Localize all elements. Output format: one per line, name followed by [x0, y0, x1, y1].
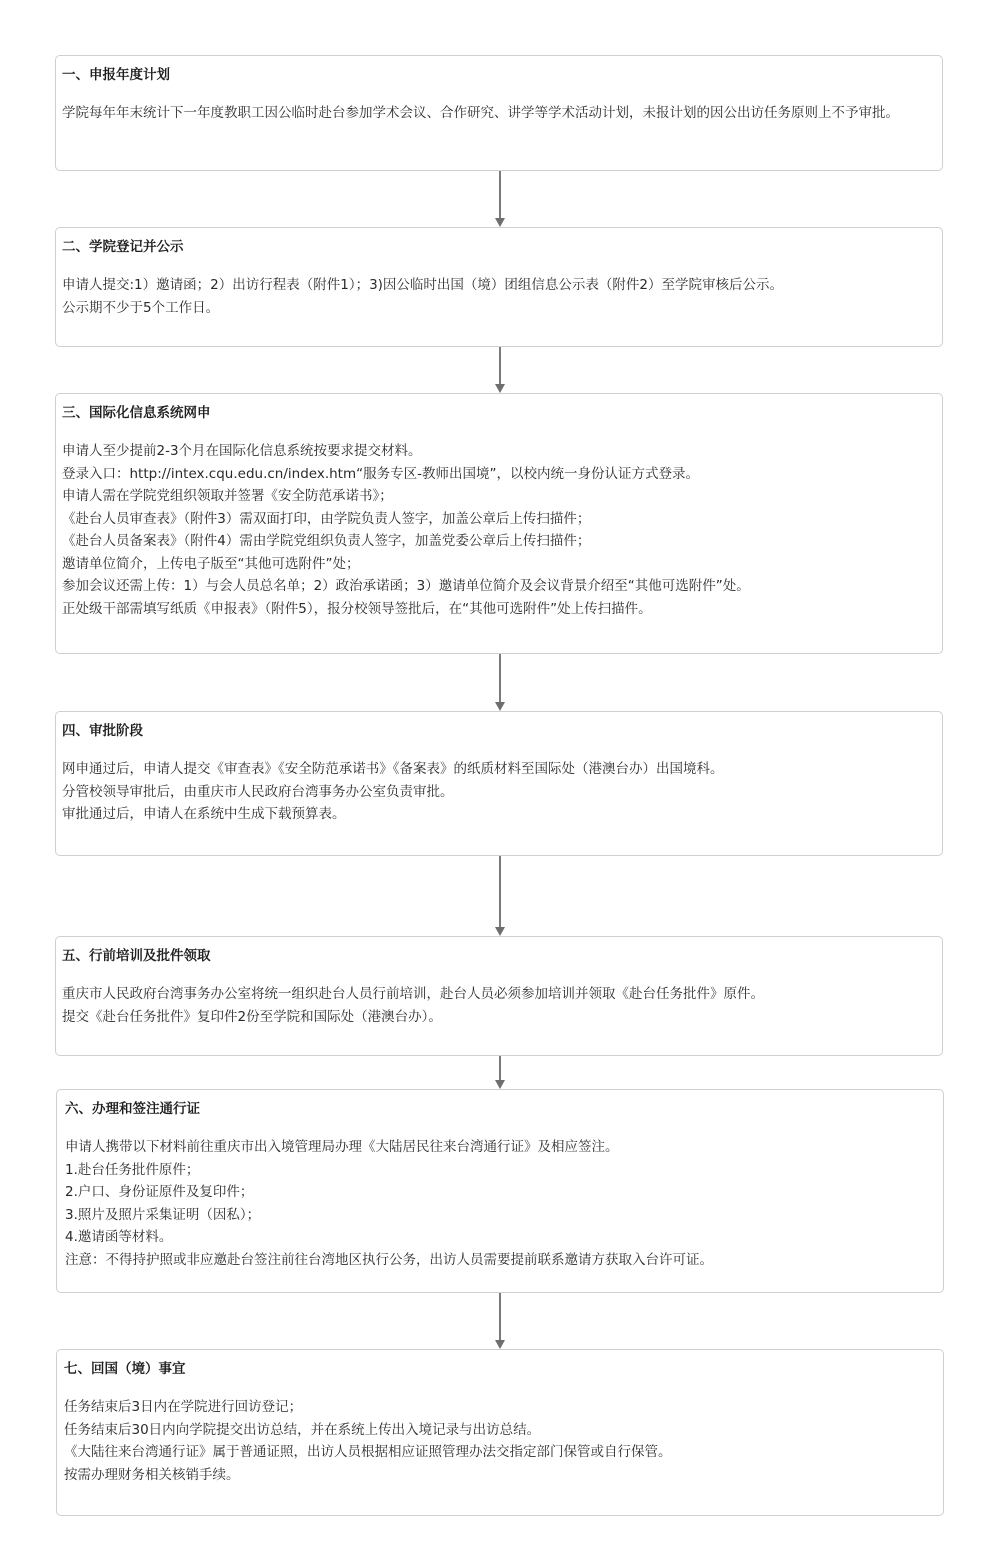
step-box-6	[56, 1089, 944, 1293]
step-text-line: 邀请单位简介，上传电子版至“其他可选附件”处；	[62, 555, 360, 572]
step-box-7	[56, 1349, 944, 1516]
step-text-line: 重庆市人民政府台湾事务办公室将统一组织赴台人员行前培训，赴台人员必须参加培训并领取《赴台任务批件》原件。	[62, 986, 764, 1002]
arrow-head-icon	[495, 218, 505, 227]
flow-arrow-1-2	[497, 171, 503, 227]
step-box-3	[55, 393, 943, 654]
step-text-line: 4.邀请函等材料。	[65, 1229, 173, 1245]
step-text-line: 按需办理财务相关核销手续。	[64, 1466, 240, 1483]
step-box-4	[55, 711, 943, 856]
step-text-line: 申请人提交:1）邀请函；2）出访行程表（附件1）；3)因公临时出国（境）团组信息公示表（附件2）至学院审核后公示。	[62, 277, 784, 293]
step-box-2	[55, 227, 943, 347]
arrow-head-icon	[495, 927, 505, 936]
step-text-line: 申请人携带以下材料前往重庆市出入境管理局办理《大陆居民往来台湾通行证》及相应签注。	[65, 1139, 619, 1155]
arrow-head-icon	[495, 1340, 505, 1349]
arrow-head-icon	[495, 384, 505, 393]
step-text-line: 2.户口、身份证原件及复印件；	[65, 1184, 254, 1200]
step-text-line: 提交《赴台任务批件》复印件2份至学院和国际处（港澳台办）。	[62, 1008, 442, 1025]
step-title-4: 四、审批阶段	[62, 723, 143, 739]
step-text-line: 《赴台人员备案表》（附件4）需由学院党组织负责人签字，加盖党委公章后上传扫描件；	[62, 533, 591, 549]
step-text-line: 公示期不少于5个工作日。	[62, 299, 220, 316]
flow-arrow-2-3	[497, 347, 503, 393]
step-title-6: 六、办理和签注通行证	[65, 1101, 200, 1117]
step-title-3: 三、国际化信息系统网申	[62, 405, 211, 421]
step-title-2: 二、学院登记并公示	[62, 239, 184, 255]
step-box-1	[55, 55, 943, 171]
step-text-line: 申请人需在学院党组织领取并签署《安全防范承诺书》；	[62, 488, 393, 504]
step-text-line: 学院每年年末统计下一年度教职工因公临时赴台参加学术会议、合作研究、讲学等学术活动计划，未报计划的因公出访任务原则上不予审批。	[62, 105, 899, 121]
flow-arrow-6-7	[497, 1293, 503, 1349]
step-title-7: 七、回国（境）事宜	[64, 1361, 186, 1377]
step-text-line: 3.照片及照片采集证明（因私）；	[65, 1206, 261, 1223]
step-text-line: 《大陆往来台湾通行证》属于普通证照，出访人员根据相应证照管理办法交指定部门保管或自行保管。	[64, 1444, 672, 1460]
step-text-line: 网申通过后，申请人提交《审查表》《安全防范承诺书》《备案表》的纸质材料至国际处（港澳台办）出国境科。	[62, 761, 724, 777]
step-text-line: 1.赴台任务批件原件；	[65, 1161, 200, 1178]
flow-arrow-3-4	[497, 654, 503, 711]
step-text-line: 参加会议还需上传：1）与会人员总名单；2）政治承诺函；3）邀请单位简介及会议背景介绍至“其他可选附件”处。	[62, 578, 750, 594]
step-title-1: 一、申报年度计划	[62, 67, 170, 83]
step-text-line: 任务结束后3日内在学院进行回访登记；	[64, 1399, 303, 1415]
flow-arrow-4-5	[497, 856, 503, 936]
step-text-line: 申请人至少提前2-3个月在国际化信息系统按要求提交材料。	[62, 443, 422, 459]
arrow-head-icon	[495, 1080, 505, 1089]
step-text-line: 审批通过后，申请人在系统中生成下载预算表。	[62, 806, 346, 822]
flow-arrow-5-6	[497, 1056, 503, 1089]
step-text-line: 分管校领导审批后，由重庆市人民政府台湾事务办公室负责审批。	[62, 783, 454, 800]
step-text-line: 正处级干部需填写纸质《申报表》（附件5），报分校领导签批后，在“其他可选附件”处上传扫描件。	[62, 600, 652, 617]
step-text-line: 任务结束后30日内向学院提交出访总结，并在系统上传出入境记录与出访总结。	[64, 1421, 541, 1438]
step-text-line: 注意：不得持护照或非应邀赴台签注前往台湾地区执行公务，出访人员需要提前联系邀请方获取入台许可证。	[65, 1251, 713, 1268]
arrow-head-icon	[495, 702, 505, 711]
step-text-line: 《赴台人员审查表》（附件3）需双面打印，由学院负责人签字，加盖公章后上传扫描件；	[62, 510, 591, 527]
step-box-5	[55, 936, 943, 1056]
step-text-line: 登录入口：http://intex.cqu.edu.cn/index.htm“服务专区-教师出国境”，以校内统一身份认证方式登录。	[62, 465, 699, 482]
step-title-5: 五、行前培训及批件领取	[62, 948, 211, 964]
